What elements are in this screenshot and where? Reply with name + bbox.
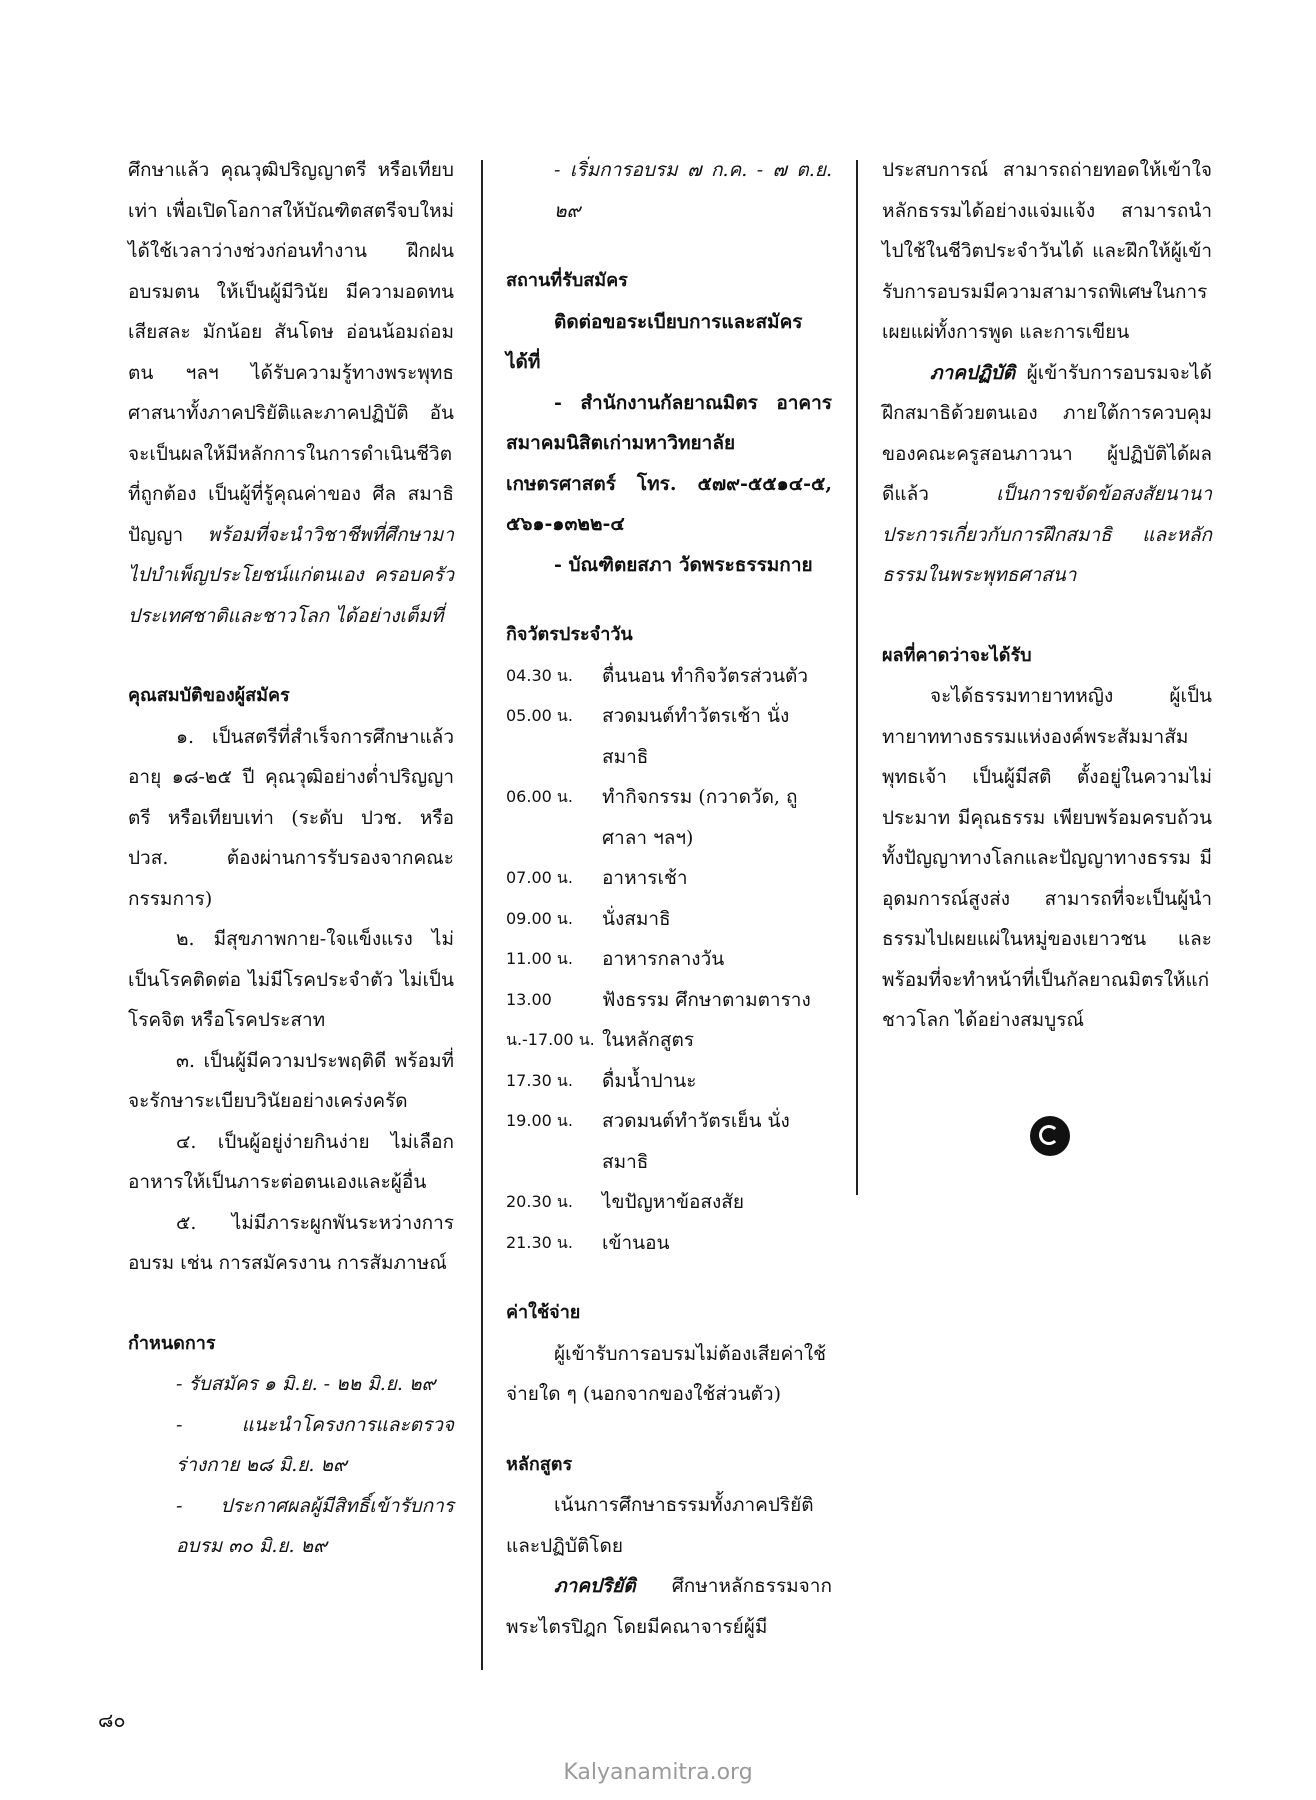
schedule-date-1: - รับสมัคร ๑ มิ.ย. - ๒๒ มิ.ย. ๒๙: [176, 1373, 436, 1395]
qualifications-heading: คุณสมบัติของผู้สมัคร: [128, 685, 290, 706]
daily-routine-activity: เข้านอน: [602, 1231, 670, 1254]
daily-routine-time: 21.30 น.: [506, 1232, 573, 1252]
qualification-4: ๔. เป็นผู้อยู่ง่ายกินง่าย ไม่เลือกอาหารให้เป็นภาระต่อตนเองและผู้อื่น: [128, 1130, 454, 1193]
daily-routine-activity: สวดมนต์ทำวัตรเย็น นั่งสมาธิ: [602, 1110, 790, 1173]
venue-1: - สำนักงานกัลยาณมิตร อาคารสมาคมนิสิตเก่ามหาวิทยาลัยเกษตรศาสตร์ โทร. ๕๗๙-๕๕๑๔-๕, ๕๖๑-๑๓๒๒-๔: [506, 391, 832, 535]
daily-routine-activity: สวดมนต์ทำวัตรเช้า นั่งสมาธิ: [602, 705, 790, 768]
daily-routine-time: 13.00 น.-17.00 น.: [506, 989, 595, 1049]
cost-text: ผู้เข้ารับการอบรมไม่ต้องเสียค่าใช้จ่ายใด ๆ (นอกจากของใช้ส่วนตัว): [506, 1342, 827, 1405]
schedule-heading: กำหนดการ: [128, 1332, 216, 1354]
daily-routine-activity: ฟังธรรม ศึกษาตามตารางในหลักสูตร: [602, 988, 811, 1051]
daily-routine-row: [506, 656, 832, 697]
column-divider-2: [856, 160, 858, 1195]
daily-routine-row: [506, 696, 832, 777]
course-heading: หลักสูตร: [506, 1453, 573, 1475]
daily-routine-activity: ไขปัญหาข้อสงสัย: [602, 1191, 744, 1213]
daily-routine-time: 07.00 น.: [506, 868, 573, 887]
daily-routine-row: [506, 858, 832, 899]
daily-routine-time: 11.00 น.: [506, 949, 573, 968]
page-number: ๘๐: [98, 1708, 126, 1732]
daily-routine-time: 20.30 น.: [506, 1192, 573, 1211]
daily-routine-time: 04.30 น.: [506, 665, 573, 685]
expected-result-text: จะได้ธรรมทายาทหญิง ผู้เป็นทายาททางธรรมแห่งองค์พระสัมมาสัมพุทธเจ้า เป็นผู้มีสติ ตั้งอยู่ในความไม่ประมาท มีคุณธรรม เพียบพร้อมครบถ้วน ทั้งปัญญาทางโลกและปัญญาทางธรรม มีอุดมการณ์สูงส่ง สามารถที่จะเป็นผู้นำธรรมไปเผยแผ่ในหมู่ของเยาวชน และพร้อมที่จะทำหน้าที่เป็นกัลยาณมิตรให้แก่ชาวโลก ได้อย่างสมบูรณ์: [882, 685, 1212, 1031]
daily-routine-time: 19.00 น.: [506, 1111, 573, 1130]
course-continuation-text: ประสบการณ์ สามารถถ่ายทอดให้เข้าใจหลักธรรมได้อย่างแจ่มแจ้ง สามารถนำไปใช้ในชีวิตประจำวันได้ และฝึกให้ผู้เข้ารับการอบรมมีความสามารถพิเศษในการเผยแผ่ทั้งการพูด และการเขียน: [882, 159, 1212, 343]
practice-paragraph: [882, 353, 1212, 596]
course-theory-label: ภาคปริยัติ: [554, 1575, 636, 1597]
practice-italic-text: เป็นการขจัดข้อสงสัยนานาประการเกี่ยวกับการฝึกสมาธิ และหลักธรรมในพระพุทธศาสนา: [882, 483, 1212, 586]
venue-intro: ติดต่อขอระเบียบการและสมัครได้ที่: [506, 310, 803, 373]
column-2: [506, 150, 832, 1647]
intro-italic-text: พร้อมที่จะนำวิชาชีพที่ศึกษามาไปบำเพ็ญประโยชน์แก่ตนเอง ครอบครัว ประเทศชาติและชาวโลก ได้อย่างเต็มที่: [128, 523, 454, 627]
daily-routine-list: [506, 656, 832, 1264]
daily-routine-row: [506, 980, 832, 1061]
daily-routine-heading: กิจวัตรประจำวัน: [506, 624, 633, 645]
schedule-date-3: - ประกาศผลผู้มีสิทธิ์เข้ารับการอบรม ๓๐ มิ.ย. ๒๙: [176, 1494, 454, 1557]
daily-routine-row: [506, 1061, 832, 1102]
daily-routine-row: [506, 1101, 832, 1182]
daily-routine-time: 05.00 น.: [506, 706, 573, 725]
cost-heading: ค่าใช้จ่าย: [506, 1302, 581, 1323]
daily-routine-row: [506, 1223, 832, 1264]
daily-routine-time: 06.00 น.: [506, 787, 573, 806]
qualification-1: ๑. เป็นสตรีที่สำเร็จการศึกษาแล้ว อายุ ๑๘-๒๕ ปี คุณวุฒิอย่างต่ำปริญญาตรี หรือเทียบเท่า (ระดับ ปวช. หรือ ปวส. ต้องผ่านการรับรองจากคณะกรรมการ): [128, 725, 454, 910]
expected-result-heading: ผลที่คาดว่าจะได้รับ: [882, 644, 1032, 666]
footer-watermark: Kalyanamitra.org: [563, 1760, 753, 1785]
daily-routine-activity: นั่งสมาธิ: [602, 907, 671, 930]
daily-routine-activity: ดื่มน้ำปานะ: [602, 1069, 697, 1092]
daily-routine-row: [506, 777, 832, 858]
daily-routine-row: [506, 1182, 832, 1223]
venue-heading: สถานที่รับสมัคร: [506, 270, 628, 291]
qualification-3: ๓. เป็นผู้มีความประพฤติดี พร้อมที่จะรักษาระเบียบวินัยอย่างเคร่งครัด: [128, 1049, 454, 1112]
daily-routine-row: [506, 899, 832, 940]
daily-routine-activity: อาหารกลางวัน: [602, 948, 725, 970]
intro-paragraph: [128, 150, 454, 636]
course-theory-paragraph: [506, 1566, 832, 1647]
column-divider-1: [481, 160, 483, 1670]
intro-text: ศึกษาแล้ว คุณวุฒิปริญญาตรี หรือเทียบเท่า เพื่อเปิดโอกาสให้บัณฑิตสตรีจบใหม่ ได้ใช้เวลาว่างช่วงก่อนทำงาน ฝึกฝนอบรมตน ให้เป็นผู้มีวินัย มีความอดทน เสียสละ มักน้อย สันโดษ อ่อนน้อมถ่อมตน ฯลฯ ได้รับความรู้ทางพระพุทธศาสนาทั้งภาคปริยัติและภาคปฏิบัติ อันจะเป็นผลให้มีหลักการในการดำเนินชีวิตที่ถูกต้อง เป็นผู้ที่รู้คุณค่าของ ศีล สมาธิ ปัญญา: [128, 159, 454, 546]
daily-routine-time: 17.30 น.: [506, 1070, 573, 1090]
practice-text: ผู้เข้ารับการอบรมจะได้ฝึกสมาธิด้วยตนเอง ภายใต้การควบคุมของคณะครูสอนภาวนา ผู้ปฏิบัติได้ผลดีแล้ว: [882, 361, 1212, 505]
qualification-2: ๒. มีสุขภาพกาย-ใจแข็งแรง ไม่เป็นโรคติดต่อ ไม่มีโรคประจำตัว ไม่เป็นโรคจิต หรือโรคประสาท: [128, 928, 454, 1031]
course-theory-text: ศึกษาหลักธรรมจากพระไตรปิฎก โดยมีคณาจารย์ผู้มี: [506, 1575, 832, 1638]
column-3: [882, 150, 1212, 1041]
column-1: [128, 150, 454, 1567]
daily-routine-row: [506, 939, 832, 980]
course-text: เน้นการศึกษาธรรมทั้งภาคปริยัติและปฏิบัติโดย: [506, 1494, 814, 1557]
schedule-date-4: - เริ่มการอบรม ๗ ก.ค. - ๗ ต.ย. ๒๙: [554, 159, 832, 222]
daily-routine-activity: อาหารเช้า: [602, 867, 688, 889]
end-mark-logo-icon: [1030, 1116, 1070, 1156]
practice-label: ภาคปฏิบัติ: [930, 361, 1016, 384]
daily-routine-activity: ทำกิจกรรม (กวาดวัด, ถูศาลา ฯลฯ): [602, 786, 798, 849]
venue-2: - บัณฑิตยสภา วัดพระธรรมกาย: [554, 553, 813, 576]
schedule-date-2: - แนะนำโครงการและตรวจร่างกาย ๒๘ มิ.ย. ๒๙: [176, 1413, 454, 1476]
daily-routine-activity: ตื่นนอน ทำกิจวัตรส่วนตัว: [602, 664, 809, 687]
daily-routine-time: 09.00 น.: [506, 908, 573, 928]
qualification-5: ๕. ไม่มีภาระผูกพันระหว่างการอบรม เช่น การสมัครงาน การสัมภาษณ์: [128, 1211, 454, 1274]
